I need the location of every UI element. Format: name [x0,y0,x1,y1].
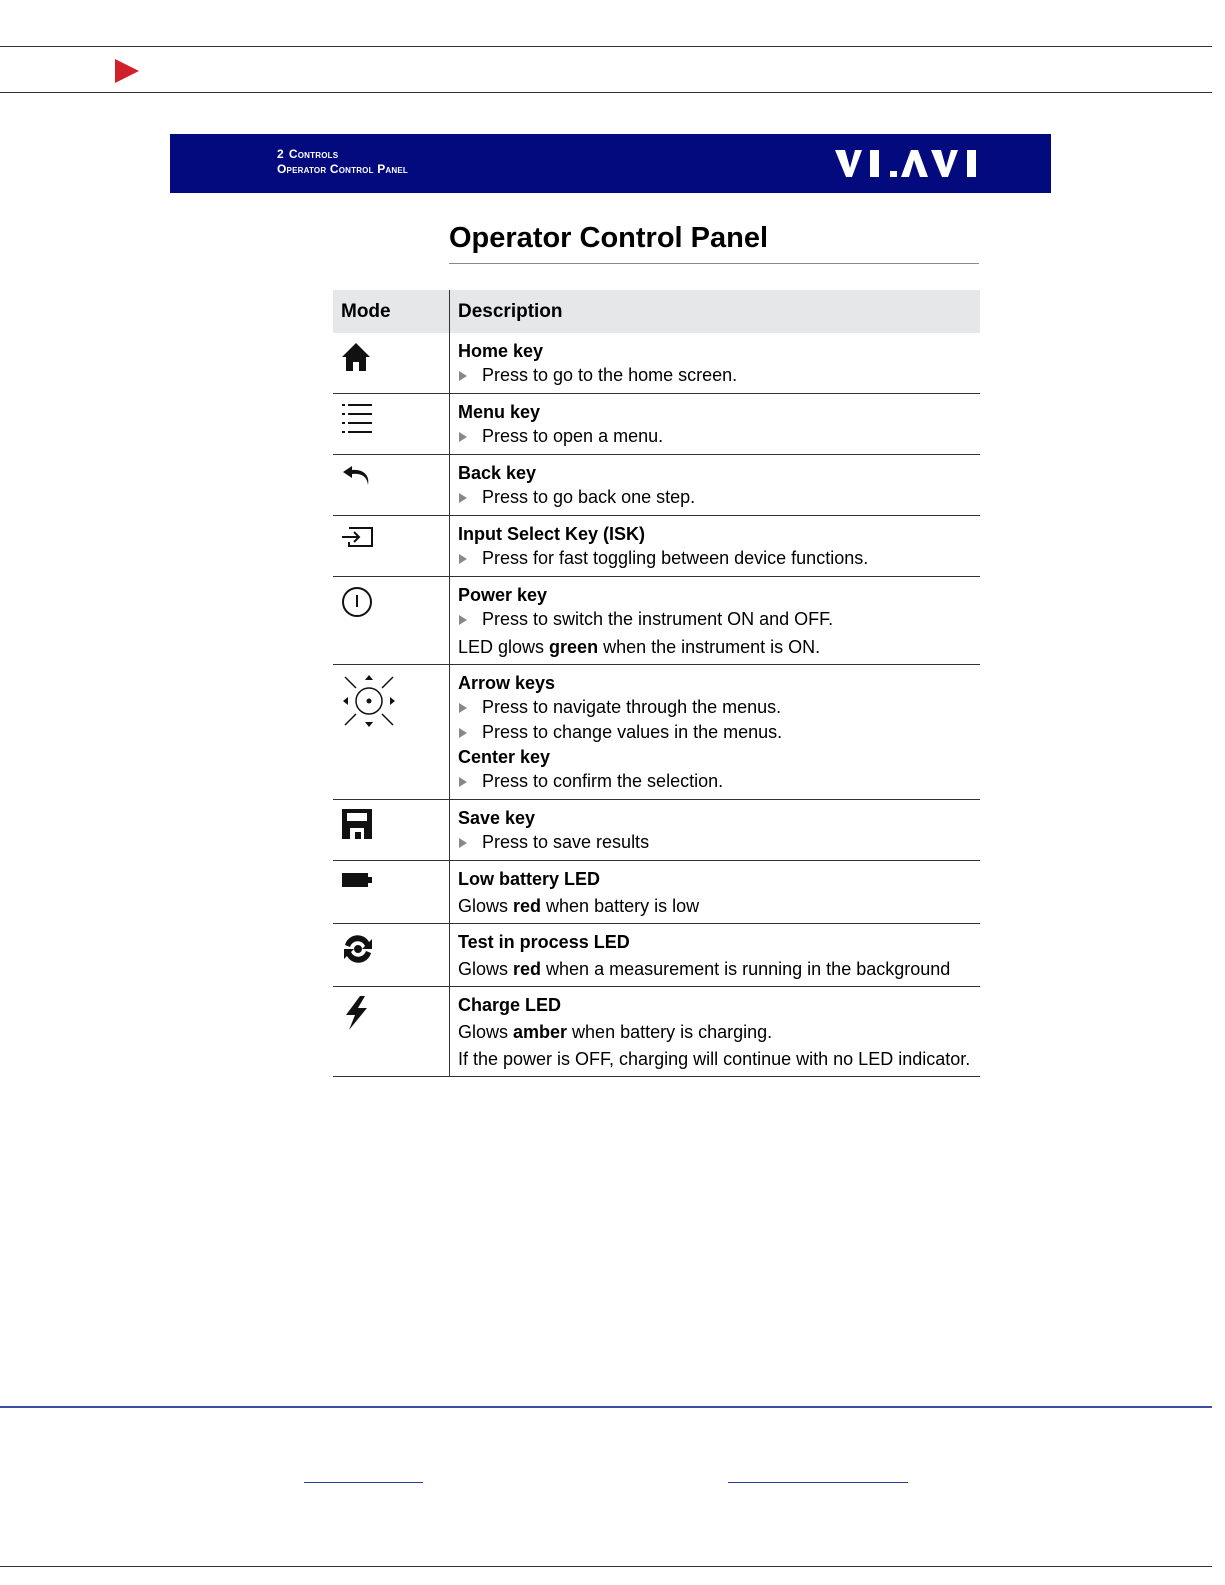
table-row [333,577,980,665]
note-text: Glows [458,1022,514,1042]
bullet-text: Press to open a menu. [482,426,664,446]
list-item [458,830,972,855]
bullet-text: Press to change values in the menus. [482,722,783,742]
footer-link-left[interactable] [304,1482,423,1483]
bullet-text: Press to confirm the selection. [482,771,724,791]
list-item [458,424,972,449]
bullet-text: Press to navigate through the menus. [482,697,782,717]
save-icon [333,800,450,861]
page-title: Operator Control Panel [449,220,979,264]
column-header-description: Description [450,290,981,333]
note-text: Glows [458,896,514,916]
charge-icon [333,987,450,1077]
chapter-name: Controls [288,147,339,161]
bottom-rule [0,1566,1212,1567]
back-icon [333,455,450,516]
key-title: Arrow keys [458,673,556,693]
list-item [458,546,972,571]
table-row [333,516,980,577]
arrow-keys-icon [333,665,450,800]
key-title: Menu key [458,402,541,422]
breadcrumb [277,147,408,177]
led-note [458,635,972,659]
key-title: Home key [458,341,544,361]
note-text: Glows [458,959,514,979]
bullet-icon [459,554,467,564]
table-row [333,333,980,394]
row-description [450,665,981,800]
list-item [458,720,972,745]
controls-table [333,290,980,1077]
row-description [450,987,981,1077]
bullet-icon [459,703,467,713]
footer-rule [0,1406,1212,1408]
bullet-icon [459,615,467,625]
chapter-number: 2 [277,147,284,161]
power-icon [333,577,450,665]
footer-link-right[interactable] [728,1482,908,1483]
row-description [450,394,981,455]
chapter-banner [170,134,1051,193]
bullet-icon [459,493,467,503]
key-title: Test in process LED [458,932,630,952]
list-item [458,769,972,794]
note-emphasis: green [549,637,599,657]
table-row [333,987,980,1077]
key-title: Back key [458,463,537,483]
bullet-icon [459,728,467,738]
list-item [458,607,972,632]
note-emphasis: red [513,896,542,916]
table-row [333,455,980,516]
bullet-text: Press to save results [482,832,650,852]
row-description [450,800,981,861]
next-page-arrow-icon[interactable] [115,59,139,83]
note-text: LED glows [458,637,550,657]
table-row [333,665,980,800]
table-row [333,394,980,455]
bullet-text: Press to go back one step. [482,487,696,507]
bullet-icon [459,777,467,787]
note-emphasis: red [513,959,542,979]
input-select-icon [333,516,450,577]
note-text: when a measurement is running in the background [541,959,951,979]
note-text: when battery is charging. [567,1022,773,1042]
led-note-2: If the power is OFF, charging will continue with no LED indicator. [458,1049,971,1069]
viavi-logo [835,149,981,184]
key-title: Low battery LED [458,869,601,889]
test-in-process-icon [333,924,450,987]
led-note [458,1020,972,1044]
row-description [450,455,981,516]
led-note [458,957,972,981]
row-description [450,333,981,394]
bullet-icon [459,838,467,848]
list-item [458,485,972,510]
key-title: Charge LED [458,995,562,1015]
table-row [333,800,980,861]
bullet-text: Press for fast toggling between device functions. [482,548,869,568]
row-description [450,577,981,665]
top-rule [0,46,1212,47]
led-note [458,894,972,918]
battery-icon [333,861,450,924]
key-title: Power key [458,585,548,605]
row-description [450,516,981,577]
section-name: Operator Control Panel [277,162,408,176]
row-description [450,924,981,987]
table-row [333,924,980,987]
row-description [450,861,981,924]
home-icon [333,333,450,394]
list-item [458,363,972,388]
note-text: when battery is low [541,896,700,916]
bullet-icon [459,371,467,381]
table-row [333,861,980,924]
top-rule-2 [0,92,1212,93]
menu-icon [333,394,450,455]
bullet-text: Press to go to the home screen. [482,365,738,385]
list-item [458,695,972,720]
column-header-mode: Mode [333,290,450,333]
key-title: Save key [458,808,536,828]
note-text: when the instrument is ON. [598,637,821,657]
key-title: Input Select Key (ISK) [458,524,646,544]
key-title-center: Center key [458,747,551,767]
bullet-text: Press to switch the instrument ON and OFF. [482,609,834,629]
bullet-icon [459,432,467,442]
note-emphasis: amber [513,1022,568,1042]
table-header-row [333,290,980,333]
